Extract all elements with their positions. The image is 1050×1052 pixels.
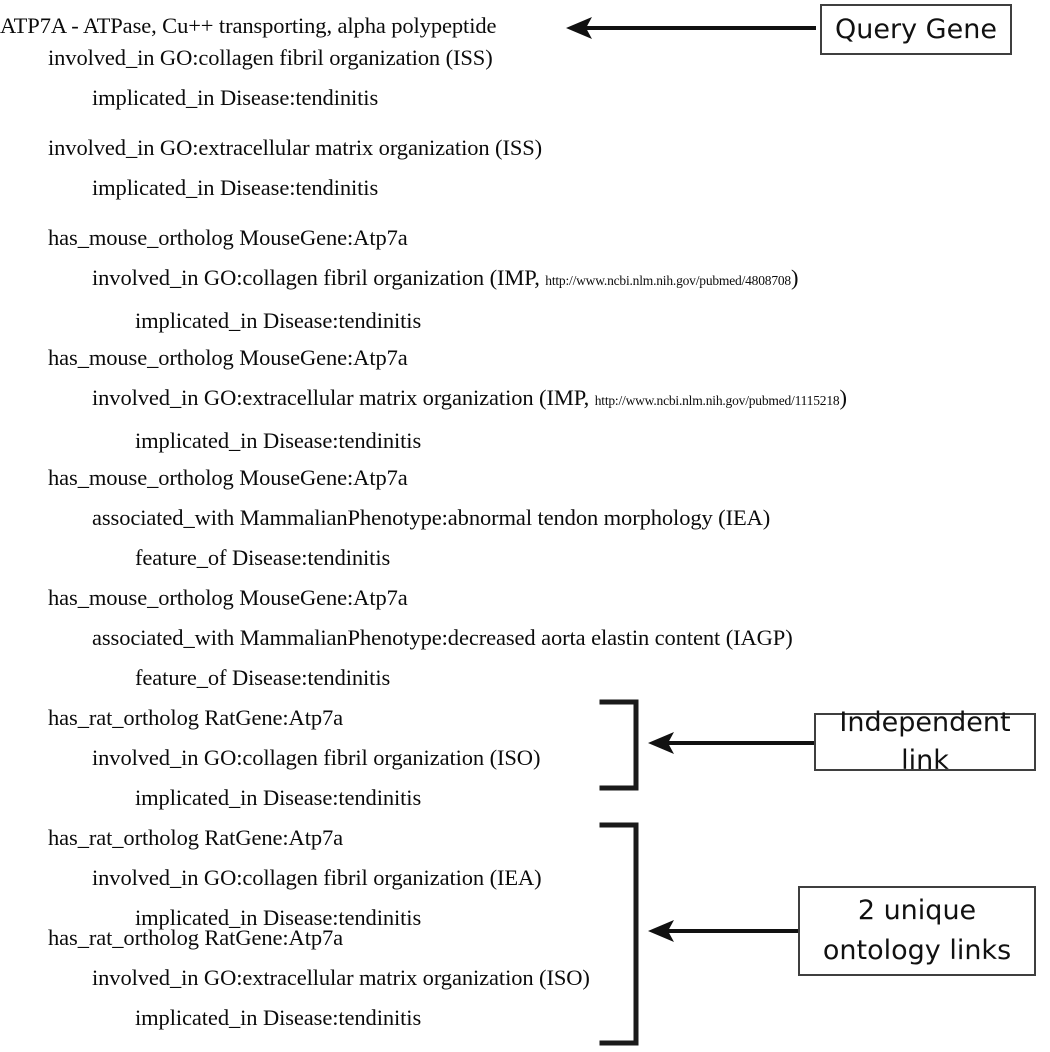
trace-line-text: involved_in GO:extracellular matrix organization (IMP, (92, 385, 595, 410)
group-bracket-unique-links (598, 820, 644, 1048)
trace-line: involved_in GO:extracellular matrix organization (ISO) (92, 965, 590, 990)
trace-line-tail: ) (839, 385, 847, 410)
arrow-to-unique-links (648, 919, 798, 943)
callout-unique-links-line1: 2 unique (857, 895, 977, 926)
trace-line: has_mouse_ortholog MouseGene:Atp7a (48, 585, 408, 610)
trace-line: implicated_in Disease:tendinitis (92, 85, 379, 110)
trace-line: involved_in GO:collagen fibril organization (ISO) (92, 745, 541, 770)
callout-unique-links (798, 886, 1036, 976)
callout-query-gene (820, 4, 1012, 55)
trace-block (0, 338, 1050, 461)
arrow-to-query-gene (566, 16, 816, 40)
query-gene-line: ATP7A - ATPase, Cu++ transporting, alpha polypeptide (0, 13, 497, 38)
trace-line: associated_with MammalianPhenotype:decreased aorta elastin content (IAGP) (92, 625, 793, 650)
trace-line: has_mouse_ortholog MouseGene:Atp7a (48, 465, 408, 490)
trace-line: implicated_in Disease:tendinitis (135, 905, 422, 930)
trace-line (0, 378, 1050, 421)
trace-line: has_rat_ortholog RatGene:Atp7a (48, 825, 344, 850)
trace-line (0, 258, 1050, 301)
pubmed-url: http://www.ncbi.nlm.nih.gov/pubmed/1115218 (594, 393, 840, 408)
arrow-to-independent-link (648, 731, 816, 755)
trace-line: feature_of Disease:tendinitis (135, 545, 391, 570)
trace-line: implicated_in Disease:tendinitis (135, 308, 422, 333)
callout-independent-link (814, 707, 1036, 776)
trace-line: implicated_in Disease:tendinitis (135, 1005, 422, 1030)
callout-query-gene-label: Query Gene (835, 13, 997, 45)
trace-block (0, 458, 1050, 578)
trace-line-tail: ) (790, 265, 799, 290)
trace-line: has_mouse_ortholog MouseGene:Atp7a (48, 225, 408, 250)
trace-block (0, 128, 1050, 208)
trace-line: has_rat_ortholog RatGene:Atp7a (48, 925, 344, 950)
trace-line: implicated_in Disease:tendinitis (135, 428, 422, 453)
trace-line: involved_in GO:collagen fibril organization (ISS) (48, 45, 493, 70)
trace-line: involved_in GO:collagen fibril organization (IEA) (92, 865, 542, 890)
trace-block (0, 218, 1050, 341)
trace-line-text: involved_in GO:collagen fibril organization (IMP, (92, 265, 546, 290)
callout-independent-link-label: Independent link (839, 707, 1011, 776)
trace-line: implicated_in Disease:tendinitis (92, 175, 379, 200)
trace-line: associated_with MammalianPhenotype:abnormal tendon morphology (IEA) (92, 505, 771, 530)
trace-line: has_rat_ortholog RatGene:Atp7a (48, 705, 344, 730)
pubmed-url: http://www.ncbi.nlm.nih.gov/pubmed/4808708 (545, 273, 791, 288)
trace-line: implicated_in Disease:tendinitis (135, 785, 422, 810)
callout-unique-links-line2: ontology links (822, 935, 1012, 966)
group-bracket-independent (598, 697, 644, 793)
trace-line: has_mouse_ortholog MouseGene:Atp7a (48, 345, 408, 370)
trace-line: feature_of Disease:tendinitis (135, 665, 391, 690)
trace-block (0, 578, 1050, 698)
trace-line: involved_in GO:extracellular matrix organization (ISS) (48, 135, 543, 160)
